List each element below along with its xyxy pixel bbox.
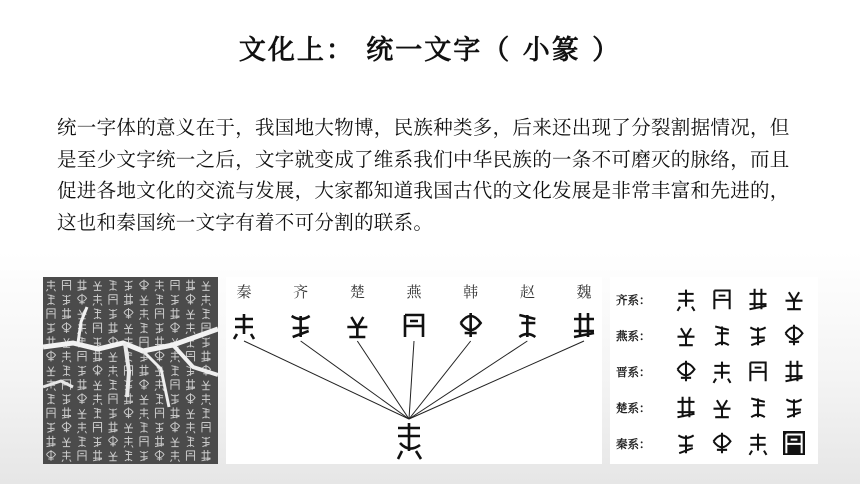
connector-line (244, 341, 409, 419)
seal-glyph (714, 362, 731, 383)
state-glyphs (234, 313, 594, 339)
seal-glyph (678, 290, 695, 311)
state-label: 燕 (406, 283, 422, 301)
seal-glyph (751, 399, 765, 418)
state-glyph (292, 316, 310, 337)
state-label: 韩 (463, 283, 479, 301)
slide-title: 文化上： 统一文字（ 小篆 ） (238, 35, 622, 66)
row-labels (615, 293, 651, 451)
seal-glyph (678, 435, 693, 453)
seal-glyph (714, 291, 729, 310)
seal-glyph (714, 400, 731, 417)
row-glyphs (678, 289, 806, 455)
state-glyph (405, 315, 423, 337)
seal-glyph (678, 361, 695, 381)
state-label: 秦 (236, 283, 252, 301)
seal-glyph (786, 399, 801, 417)
state-labels (236, 283, 591, 301)
state-glyph (234, 314, 254, 339)
seal-glyph (714, 433, 731, 453)
seal-glyph (786, 292, 803, 309)
seal-glyph (750, 434, 767, 455)
row-label: 秦系： (616, 437, 651, 451)
connector-line (301, 341, 409, 419)
state-label: 赵 (519, 283, 535, 301)
state-label: 魏 (576, 283, 592, 301)
seal-glyph (786, 361, 803, 381)
seal-glyph (678, 328, 695, 345)
connector-line (409, 341, 527, 419)
unified-seal-glyph (398, 423, 421, 459)
seal-glyph (750, 327, 765, 345)
row-label: 齐系： (616, 293, 651, 307)
row-label: 晋系： (616, 365, 651, 379)
state-label: 齐 (293, 283, 309, 301)
state-label: 楚 (349, 283, 365, 301)
body-paragraph: 统一字体的意义在于，我国地大物博，民族种类多，后来还出现了分裂割据情况，但是至少文字统一之后，文字就变成了维系我们中华民族的一条不可磨灭的脉络，而且促进各地文化的交流与发展，大家都知道我国古代的文化发展是非常丰富和先进的，这也和秦国统一文字有着不可分割的联系。 (57, 116, 790, 234)
seal-glyph (786, 325, 803, 345)
state-glyph (519, 315, 535, 337)
row-label: 楚系： (616, 401, 651, 415)
connector-line (409, 341, 584, 419)
state-glyph (347, 317, 367, 337)
connector-line (409, 341, 414, 419)
regional-scripts-table (610, 277, 818, 464)
seal-glyph (750, 363, 765, 382)
connector-line (409, 341, 471, 419)
seal-glyph (678, 397, 695, 417)
seal-glyph (715, 327, 729, 346)
seal-script-fan-diagram (226, 277, 602, 464)
stele-rubbing-icon (43, 277, 218, 464)
stele-rubbing-image (43, 277, 218, 464)
row-label: 燕系： (616, 329, 651, 343)
state-glyph (461, 313, 481, 337)
seal-glyph (750, 289, 767, 309)
state-glyph (574, 313, 594, 337)
connector-lines (244, 341, 584, 419)
